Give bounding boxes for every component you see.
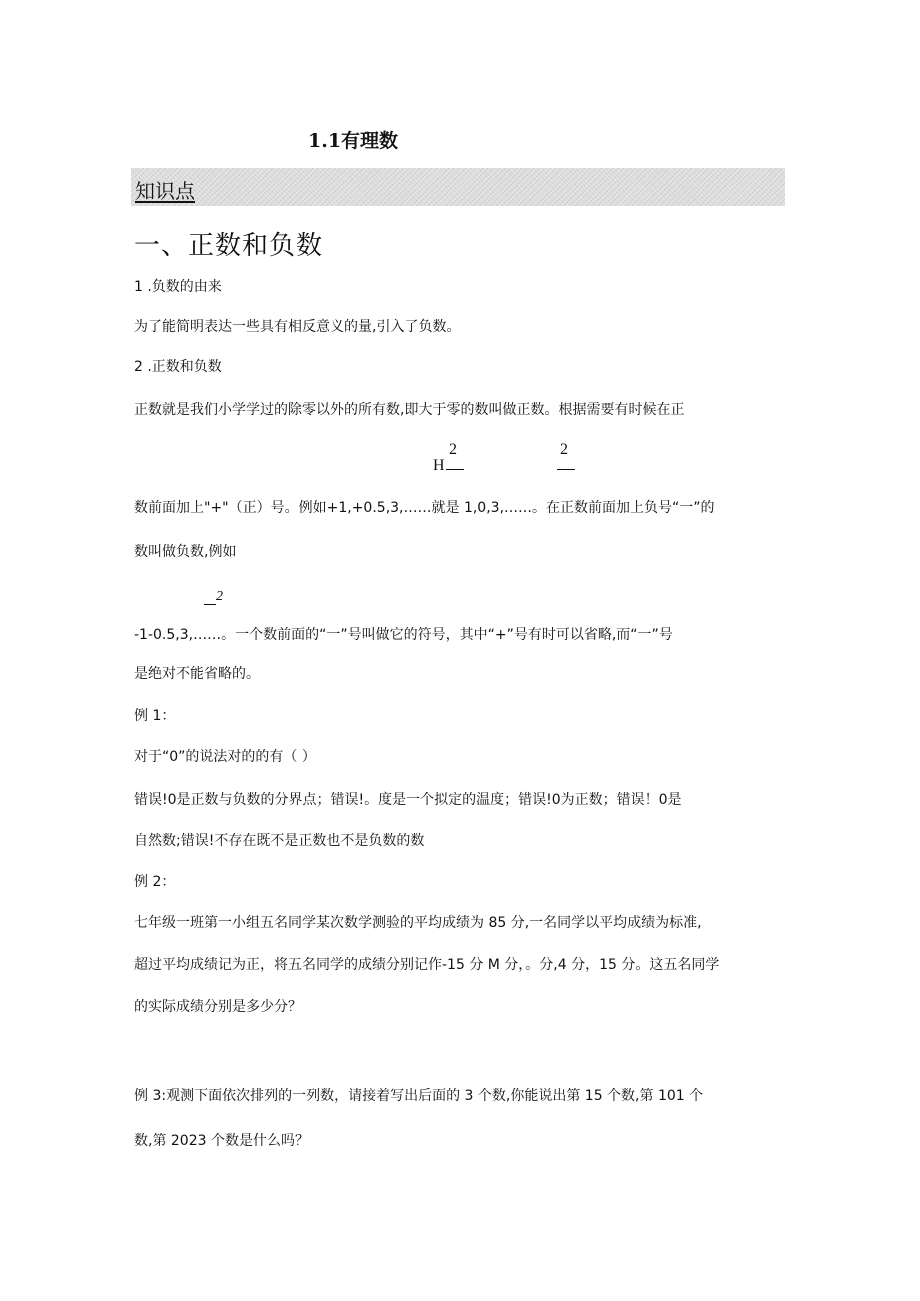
paragraph-positive-sign: 数前面加上"+"（正）号。例如+1,+0.5,3,……就是 1,0,3,……。在正数前面加上负号“一”的 xyxy=(134,500,715,516)
subheading-pos-neg: 2 .正数和负数 xyxy=(134,359,222,375)
section-heading: 一、正数和负数 xyxy=(134,231,324,261)
fraction-c-bar xyxy=(204,604,216,605)
example-3-line-2: 数,第 2023 个数是什么吗？ xyxy=(134,1133,309,1149)
paragraph-sign-rule-end: 是绝对不能省略的。 xyxy=(134,666,260,682)
paragraph-origin: 为了能简明表达一些具有相反意义的量,引入了负数。 xyxy=(134,319,461,335)
section-label: 知识点 xyxy=(135,179,195,203)
example-2-line-2: 超过平均成绩记为正，将五名同学的成绩分别记作-15 分 M 分，。分,4 分，15 分。这五名同学 xyxy=(134,957,720,973)
paragraph-sign-rule: -1-0.5,3,……。一个数前面的“一”号叫做它的符号，其中“+”号有时可以省略,而“一”号 xyxy=(134,627,673,643)
fraction-a-numerator: 2 xyxy=(449,441,457,458)
subheading-origin: 1 .负数的由来 xyxy=(134,279,222,295)
example-3-line-1: 例 3:观测下面依次排列的一列数，请接着写出后面的 3 个数,你能说出第 15 个数,第 101 个 xyxy=(134,1088,704,1104)
paragraph-negative-def: 数叫做负数,例如 xyxy=(134,544,237,560)
section-bar xyxy=(131,168,785,206)
example-2-line-1: 七年级一班第一小组五名同学某次数学测验的平均成绩为 85 分,一名同学以平均成绩为标准, xyxy=(134,915,702,931)
fraction-b-bar xyxy=(557,469,575,470)
paragraph-positive-def: 正数就是我们小学学过的除零以外的所有数,即大于零的数叫做正数。根据需要有时候在正 xyxy=(134,402,685,418)
example-2-label: 例 2： xyxy=(134,874,176,890)
example-1-options-line-2: 自然数;错误!不存在既不是正数也不是负数的数 xyxy=(134,833,425,849)
fraction-a-prefix: H xyxy=(433,457,445,474)
fraction-a-bar xyxy=(446,469,464,470)
page-title: 1.1有理数 xyxy=(308,130,399,152)
fraction-b-numerator: 2 xyxy=(560,441,568,458)
example-1-question: 对于“0”的说法对的的有（ ） xyxy=(134,749,316,765)
example-1-label: 例 1： xyxy=(134,708,176,724)
fraction-c-numerator: 2 xyxy=(216,589,223,604)
example-1-options-line-1: 错误!0是正数与负数的分界点；错误!。度是一个拟定的温度；错误!0为正数；错误！0是 xyxy=(134,792,682,808)
example-2-line-3: 的实际成绩分别是多少分？ xyxy=(134,999,302,1015)
